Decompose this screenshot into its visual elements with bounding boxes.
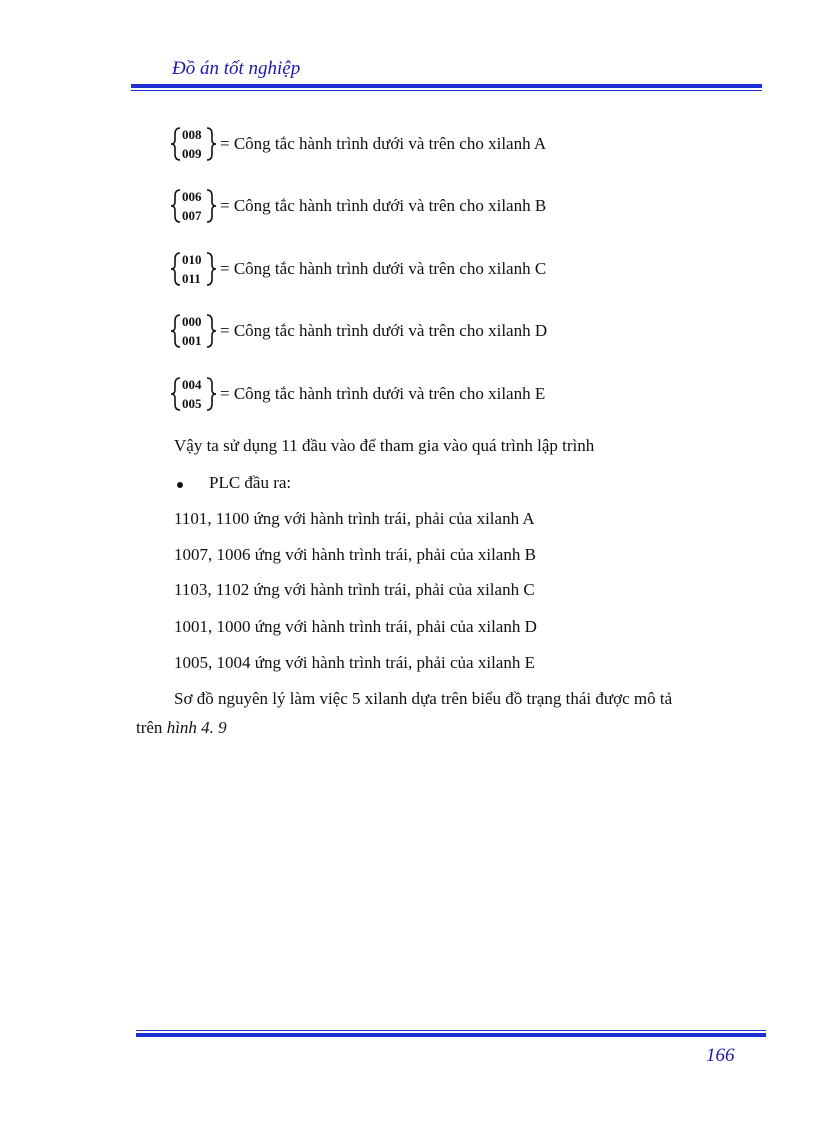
bullet-icon (177, 482, 183, 488)
brace-pair (170, 249, 218, 289)
limit-switch-description: = Công tắc hành trình dưới và trên cho xilanh E (220, 384, 546, 403)
closing-prefix: trên (136, 718, 167, 737)
input-address-top: 010 (182, 252, 202, 267)
output-line: 1005, 1004 ứng với hành trình trái, phải của xilanh E (174, 653, 535, 672)
input-address-bottom: 001 (182, 333, 202, 348)
brace-pair (170, 186, 218, 226)
closing-paragraph-line1: Sơ đồ nguyên lý làm việc 5 xilanh dựa trên biểu đồ trạng thái được mô tả (174, 689, 673, 708)
limit-switch-row (170, 186, 546, 226)
output-line: 1001, 1000 ứng với hành trình trái, phải của xilanh D (174, 617, 537, 636)
plc-outputs-heading: PLC đầu ra: (209, 473, 292, 492)
limit-switch-row (170, 249, 546, 289)
limit-switch-description: = Công tắc hành trình dưới và trên cho xilanh D (220, 321, 548, 340)
input-address-top: 006 (182, 189, 202, 204)
input-address-bottom: 011 (182, 271, 201, 286)
footer-rule (136, 1030, 766, 1037)
input-address-top: 008 (182, 127, 202, 142)
header-title: Đồ án tốt nghiệp (172, 58, 301, 79)
header-rule (131, 84, 762, 91)
input-address-bottom: 005 (182, 396, 202, 411)
limit-switch-description: = Công tắc hành trình dưới và trên cho xilanh B (220, 196, 547, 215)
input-address-top: 004 (182, 377, 202, 392)
input-address-bottom: 007 (182, 208, 202, 223)
limit-switch-row (170, 311, 547, 351)
output-line: 1007, 1006 ứng với hành trình trái, phải của xilanh B (174, 545, 536, 564)
closing-paragraph-line2 (136, 718, 227, 738)
limit-switch-row (170, 374, 545, 414)
limit-switch-description: = Công tắc hành trình dưới và trên cho xilanh A (220, 134, 547, 153)
limit-switch-row (170, 124, 546, 164)
output-line: 1101, 1100 ứng với hành trình trái, phải của xilanh A (174, 509, 535, 528)
inputs-summary: Vậy ta sử dụng 11 đầu vào để tham gia vào quá trình lập trình (174, 436, 595, 455)
input-address-top: 000 (182, 314, 202, 329)
page-number: 166 (706, 1045, 735, 1066)
brace-pair (170, 374, 218, 414)
limit-switch-description: = Công tắc hành trình dưới và trên cho xilanh C (220, 259, 547, 278)
output-line: 1103, 1102 ứng với hành trình trái, phải của xilanh C (174, 580, 535, 599)
brace-pair (170, 124, 218, 164)
figure-reference: hình 4. 9 (166, 718, 227, 737)
brace-pair (170, 311, 218, 351)
input-address-bottom: 009 (182, 146, 202, 161)
